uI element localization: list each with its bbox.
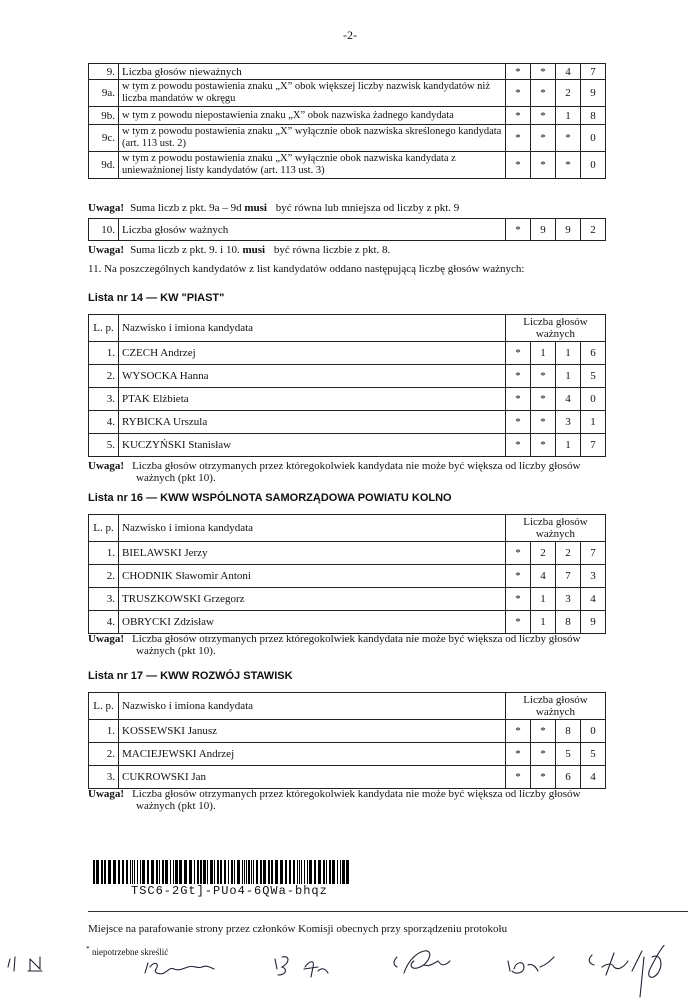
digit-cell: * [505, 766, 530, 789]
candidate-row [89, 611, 606, 634]
barcode-bar [104, 860, 106, 884]
candidate-row [89, 542, 606, 565]
candidate-name: MACIEJEWSKI Andrzej [119, 743, 506, 766]
barcode-bar [299, 860, 300, 884]
barcode-bar [285, 860, 287, 884]
barcode-bar [301, 860, 302, 884]
list-14-table [88, 314, 606, 457]
barcode-bar [122, 860, 124, 884]
digit-cell: 2 [581, 219, 606, 241]
column-header-name: Nazwisko i imiona kandydata [119, 515, 506, 542]
barcode-bar [194, 860, 195, 884]
barcode-bar [323, 860, 325, 884]
valid-votes-table [88, 218, 606, 241]
candidate-row [89, 411, 606, 434]
digit-cell: * [531, 80, 556, 107]
digit-cell: * [530, 365, 555, 388]
digit-cell: 4 [580, 588, 605, 611]
barcode-bar [101, 860, 103, 884]
digit-cell: 7 [555, 565, 580, 588]
digit-cell: 1 [555, 434, 580, 457]
digit-cell: 4 [556, 64, 581, 80]
digit-cell: 0 [581, 125, 606, 152]
row-number: 1. [89, 720, 119, 743]
digit-cell: 1 [580, 411, 605, 434]
barcode-bar [113, 860, 116, 884]
candidate-row [89, 720, 606, 743]
barcode-bar [210, 860, 213, 884]
digit-cell: * [556, 152, 581, 179]
digit-cell: 1 [530, 342, 555, 365]
barcode-bar [184, 860, 187, 884]
barcode-bar [248, 860, 250, 884]
list-16-table [88, 514, 606, 634]
barcode-bar [175, 860, 178, 884]
candidate-row [89, 743, 606, 766]
note-sum-10: Uwaga! Suma liczb z pkt. 9. i 10. musi być równa liczbie z pkt. 8. [88, 244, 391, 256]
table-header [89, 315, 606, 342]
digit-cell: * [505, 743, 530, 766]
candidate-name: OBRYCKI Zdzisław [119, 611, 506, 634]
barcode-bar [314, 860, 316, 884]
row-number: 4. [89, 611, 119, 634]
digit-cell: * [556, 125, 581, 152]
barcode-bar [234, 860, 235, 884]
candidate-name: WYSOCKA Hanna [119, 365, 506, 388]
digit-cell: 5 [555, 743, 580, 766]
digit-cell: 0 [581, 152, 606, 179]
barcode-bar [318, 860, 321, 884]
barcode-bar [137, 860, 138, 884]
digit-cell: 6 [580, 342, 605, 365]
barcode-bar [237, 860, 240, 884]
digit-cell: 8 [555, 611, 580, 634]
row-number: 1. [89, 542, 119, 565]
list-17-heading: Lista nr 17 — KWW ROZWÓJ STAWISK [88, 670, 293, 682]
row-number: 2. [89, 565, 119, 588]
note-sum-9: Uwaga! Suma liczb z pkt. 9a – 9d musi być równa lub mniejsza od liczby z pkt. 9 [88, 202, 460, 214]
digit-cell: 1 [555, 342, 580, 365]
digit-cell: * [530, 766, 555, 789]
barcode-bar [214, 860, 215, 884]
digit-cell: * [505, 434, 530, 457]
point-11-text: 11. Na poszczególnych kandydatów z list kandydatów oddano następującą liczbę głosów ważnych: [88, 263, 525, 275]
barcode-bar [134, 860, 135, 884]
digit-cell: * [530, 411, 555, 434]
row-number: 9a. [89, 80, 119, 107]
digit-cell: * [506, 219, 531, 241]
candidate-name: BIELAWSKI Jerzy [119, 542, 506, 565]
handwritten-initials [0, 945, 700, 1001]
candidate-row [89, 365, 606, 388]
barcode-bar [280, 860, 283, 884]
digit-cell: 1 [530, 588, 555, 611]
digit-cell: * [505, 542, 530, 565]
barcode-bar [275, 860, 278, 884]
barcode-bar [251, 860, 252, 884]
candidate-row [89, 565, 606, 588]
initials-caption: Miejsce na parafowanie strony przez członków Komisji obecnych przy sporządzeniu protokołu [88, 923, 508, 935]
digit-cell: 3 [555, 588, 580, 611]
digit-cell: * [506, 107, 531, 125]
barcode-bar [173, 860, 174, 884]
digit-cell: 3 [580, 565, 605, 588]
digit-cell: 0 [580, 720, 605, 743]
footnote: * niepotrzebne skreślić [86, 944, 169, 957]
barcode-bar [268, 860, 270, 884]
candidate-row [89, 588, 606, 611]
row-number: 3. [89, 766, 119, 789]
column-header-lp: L. p. [89, 515, 119, 542]
candidate-name: PTAK Elżbieta [119, 388, 506, 411]
row-number: 9. [89, 64, 119, 80]
table-row [89, 219, 606, 241]
column-header-name: Nazwisko i imiona kandydata [119, 315, 506, 342]
column-header-votes: Liczba głosów ważnych [505, 693, 605, 720]
digit-cell: 5 [580, 365, 605, 388]
barcode-bar [244, 860, 245, 884]
candidate-name: RYBICKA Urszula [119, 411, 506, 434]
table-row [89, 125, 606, 152]
candidate-row [89, 388, 606, 411]
barcode-bar [263, 860, 266, 884]
table-header [89, 515, 606, 542]
digit-cell: 2 [556, 80, 581, 107]
digit-cell: * [531, 64, 556, 80]
row-number: 2. [89, 365, 119, 388]
barcode-bar [260, 860, 262, 884]
barcode-bar [337, 860, 338, 884]
barcode-text: TSC6-2Gt]-PUo4-6QWa-bhqz [131, 884, 328, 898]
digit-cell: * [506, 80, 531, 107]
barcode-bar [118, 860, 120, 884]
list-17-table [88, 692, 606, 789]
table-row [89, 80, 606, 107]
barcode-bar [293, 860, 295, 884]
digit-cell: 4 [580, 766, 605, 789]
digit-cell: 9 [556, 219, 581, 241]
barcode-bar [307, 860, 308, 884]
note-candidate-limit: Uwaga! Liczba głosów otrzymanych przez któregokolwiek kandydata nie może być większa od liczby głosów ważnych (pkt 10). [88, 788, 581, 812]
table-row [89, 107, 606, 125]
candidate-name: CUKROWSKI Jan [119, 766, 506, 789]
list-16-heading: Lista nr 16 — KWW WSPÓLNOTA SAMORZĄDOWA POWIATU KOLNO [88, 492, 452, 504]
barcode-bar [108, 860, 111, 884]
barcode-bar [165, 860, 168, 884]
barcode-bar [329, 860, 331, 884]
candidate-name: TRUSZKOWSKI Grzegorz [119, 588, 506, 611]
barcode-bar [309, 860, 312, 884]
row-label: w tym z powodu postawienia znaku „X” wyłącznie obok nazwiska skreślonego kandydata (art. 113 ust. 2) [119, 125, 506, 152]
digit-cell: * [505, 565, 530, 588]
barcode-bar [297, 860, 298, 884]
digit-cell: * [506, 152, 531, 179]
row-number: 9b. [89, 107, 119, 125]
row-number: 9d. [89, 152, 119, 179]
row-label: w tym z powodu postawienia znaku „X” obok większej liczby nazwisk kandydatów niż liczba mandatów w okręgu [119, 80, 506, 107]
invalid-votes-table [88, 63, 606, 179]
divider [88, 911, 688, 912]
digit-cell: 7 [580, 434, 605, 457]
digit-cell: * [531, 152, 556, 179]
barcode-bar [156, 860, 158, 884]
barcode-bar [246, 860, 247, 884]
digit-cell: 7 [580, 542, 605, 565]
barcode-bar [170, 860, 171, 884]
barcode-bar [126, 860, 128, 884]
barcode-bar [132, 860, 133, 884]
digit-cell: * [530, 743, 555, 766]
barcode-bar [200, 860, 202, 884]
row-number: 9c. [89, 125, 119, 152]
digit-cell: * [530, 720, 555, 743]
digit-cell: 3 [555, 411, 580, 434]
barcode-bar [151, 860, 154, 884]
barcode-bar [224, 860, 226, 884]
row-number: 1. [89, 342, 119, 365]
digit-cell: 1 [530, 611, 555, 634]
candidate-name: KOSSEWSKI Janusz [119, 720, 506, 743]
table-row [89, 152, 606, 179]
row-number: 3. [89, 588, 119, 611]
barcode-bar [342, 860, 345, 884]
barcode-bar [159, 860, 160, 884]
barcode [93, 860, 351, 884]
barcode-bar [179, 860, 182, 884]
row-label: w tym z powodu niepostawienia znaku „X” obok nazwiska żadnego kandydata [119, 107, 506, 125]
page-number: -2- [343, 28, 357, 42]
barcode-bar [332, 860, 335, 884]
table-row [89, 64, 606, 80]
row-label: Liczba głosów nieważnych [119, 64, 506, 80]
column-header-name: Nazwisko i imiona kandydata [119, 693, 506, 720]
digit-cell: 9 [581, 80, 606, 107]
digit-cell: 5 [580, 743, 605, 766]
digit-cell: * [530, 388, 555, 411]
barcode-bar [271, 860, 273, 884]
candidate-name: CZECH Andrzej [119, 342, 506, 365]
barcode-bar [197, 860, 199, 884]
digit-cell: * [505, 388, 530, 411]
barcode-bar [140, 860, 141, 884]
digit-cell: 2 [555, 542, 580, 565]
barcode-bar [253, 860, 254, 884]
row-label: w tym z powodu postawienia znaku „X” wyłącznie obok nazwiska kandydata z unieważnionej listy kandydatów (art. 113 ust. 3) [119, 152, 506, 179]
barcode-bar [189, 860, 192, 884]
digit-cell: 1 [555, 365, 580, 388]
barcode-bar [147, 860, 149, 884]
digit-cell: * [531, 125, 556, 152]
digit-cell: * [505, 611, 530, 634]
barcode-bar [130, 860, 131, 884]
barcode-bar [340, 860, 341, 884]
digit-cell: 8 [581, 107, 606, 125]
row-number: 3. [89, 388, 119, 411]
barcode-bar [242, 860, 243, 884]
digit-cell: 7 [581, 64, 606, 80]
barcode-bar [207, 860, 208, 884]
column-header-votes: Liczba głosów ważnych [505, 515, 605, 542]
row-number: 5. [89, 434, 119, 457]
digit-cell: * [505, 411, 530, 434]
row-label: Liczba głosów ważnych [119, 219, 506, 241]
barcode-bar [142, 860, 145, 884]
barcode-bar [231, 860, 233, 884]
digit-cell: * [505, 342, 530, 365]
digit-cell: * [506, 64, 531, 80]
barcode-bar [289, 860, 291, 884]
digit-cell: * [505, 365, 530, 388]
table-header [89, 693, 606, 720]
barcode-bar [217, 860, 219, 884]
digit-cell: 0 [580, 388, 605, 411]
row-number: 4. [89, 411, 119, 434]
candidate-name: CHODNIK Sławomir Antoni [119, 565, 506, 588]
digit-cell: 4 [530, 565, 555, 588]
digit-cell: 8 [555, 720, 580, 743]
barcode-bar [326, 860, 327, 884]
note-candidate-limit: Uwaga! Liczba głosów otrzymanych przez któregokolwiek kandydata nie może być większa od liczby głosów ważnych (pkt 10). [88, 633, 581, 657]
digit-cell: 4 [555, 388, 580, 411]
digit-cell: * [530, 434, 555, 457]
row-number: 10. [89, 219, 119, 241]
digit-cell: 1 [556, 107, 581, 125]
barcode-bar [96, 860, 99, 884]
barcode-bar [304, 860, 305, 884]
list-14-heading: Lista nr 14 — KW "PIAST" [88, 292, 225, 304]
barcode-bar [203, 860, 206, 884]
digit-cell: * [531, 107, 556, 125]
candidate-row [89, 342, 606, 365]
digit-cell: 9 [531, 219, 556, 241]
candidate-row [89, 434, 606, 457]
row-number: 2. [89, 743, 119, 766]
barcode-bar [256, 860, 258, 884]
column-header-lp: L. p. [89, 693, 119, 720]
digit-cell: * [505, 588, 530, 611]
digit-cell: 6 [555, 766, 580, 789]
column-header-votes: Liczba głosów ważnych [505, 315, 605, 342]
digit-cell: 2 [530, 542, 555, 565]
digit-cell: * [506, 125, 531, 152]
barcode-bar [162, 860, 164, 884]
digit-cell: 9 [580, 611, 605, 634]
candidate-row [89, 766, 606, 789]
note-candidate-limit: Uwaga! Liczba głosów otrzymanych przez któregokolwiek kandydata nie może być większa od liczby głosów ważnych (pkt 10). [88, 460, 581, 484]
barcode-bar [220, 860, 222, 884]
barcode-bar [346, 860, 349, 884]
column-header-lp: L. p. [89, 315, 119, 342]
digit-cell: * [505, 720, 530, 743]
barcode-bar [228, 860, 229, 884]
barcode-bar [93, 860, 95, 884]
candidate-name: KUCZYŃSKI Stanisław [119, 434, 506, 457]
